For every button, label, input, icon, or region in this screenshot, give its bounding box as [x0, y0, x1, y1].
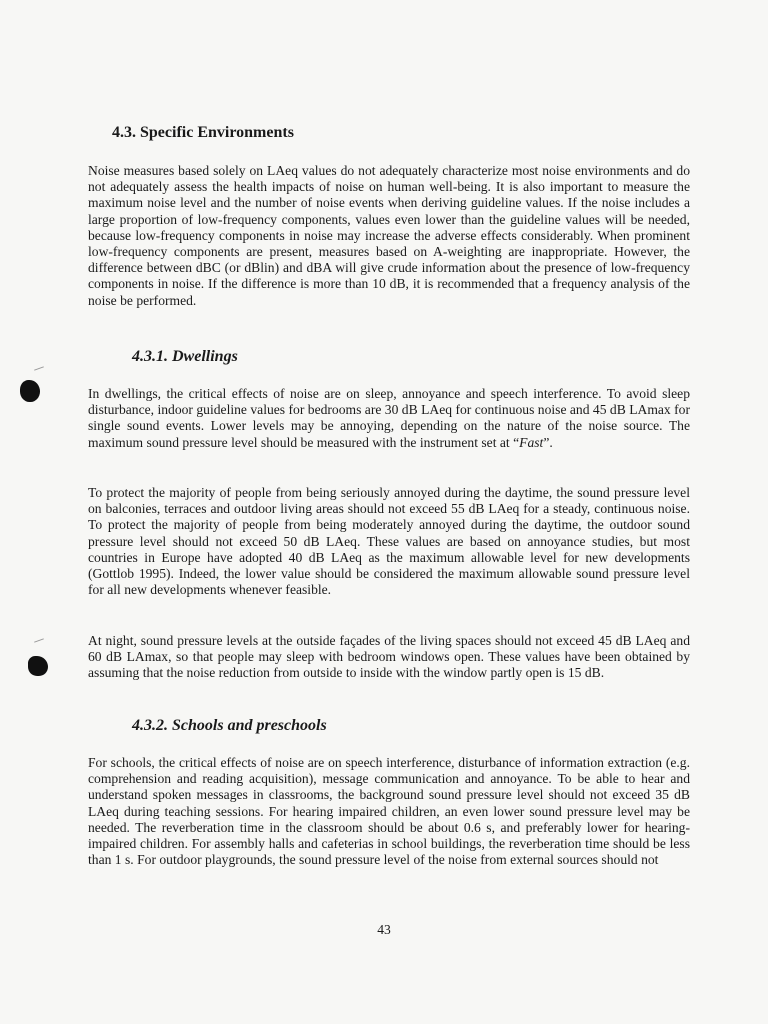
section-heading: 4.3. Specific Environments [112, 124, 294, 141]
dwellings-paragraph-1 [88, 386, 690, 451]
hole-punch-mark [20, 380, 40, 402]
fast-setting-text: Fast [519, 434, 544, 450]
dwellings-p1-end: ”. [543, 434, 553, 450]
page-number: 43 [377, 922, 391, 937]
dwellings-p1-text: In dwellings, the critical effects of noise are on sleep, annoyance and speech interference. To avoid sleep disturbance, indoor guideline values for bedrooms are 30 dB LAeq for continuous noise and 45 dB LAmax for single sound events. Lower levels may be annoying, depending on the nature of the noise source. The maximum sound pressure level should be measured with the instrument set at “ [88, 386, 690, 450]
scan-speck [34, 638, 44, 642]
schools-heading: 4.3.2. Schools and preschools [132, 717, 327, 734]
dwellings-heading: 4.3.1. Dwellings [132, 348, 238, 365]
dwellings-paragraph-3: At night, sound pressure levels at the outside façades of the living spaces should not exceed 45 dB LAeq and 60 dB LAmax, so that people may sleep with bedroom windows open. These values have been obtained by assuming that the noise reduction from outside to inside with the window partly open is 15 dB. [88, 633, 690, 681]
scan-speck [34, 366, 44, 370]
dwellings-paragraph-2: To protect the majority of people from being seriously annoyed during the daytime, the sound pressure level on balconies, terraces and outdoor living areas should not exceed 55 dB LAeq for a steady, continuous noise. To protect the majority of people from being moderately annoyed during the daytime, the outdoor sound pressure level should not exceed 50 dB LAeq. These values are based on annoyance studies, but most countries in Europe have adopted 40 dB LAeq as the maximum allowable level for new developments (Gottlob 1995). Indeed, the lower value should be considered the maximum allowable sound pressure level for all new developments whenever feasible. [88, 485, 690, 598]
intro-paragraph: Noise measures based solely on LAeq values do not adequately characterize most noise environments and do not adequately assess the health impacts of noise on human well-being. It is also important to measure the maximum noise level and the number of noise events when deriving guideline values. If the noise includes a large proportion of low-frequency components, values even lower than the guideline values will be needed, because low-frequency components in noise may increase the adverse effects considerably. When prominent low-frequency components are present, measures based on A-weighting are inappropriate. However, the difference between dBC (or dBlin) and dBA will give crude information about the presence of low-frequency components in noise. If the difference is more than 10 dB, it is recommended that a frequency analysis of the noise be performed. [88, 163, 690, 308]
schools-paragraph-1: For schools, the critical effects of noise are on speech interference, disturbance of information extraction (e.g. comprehension and reading acquisition), message communication and annoyance. To be able to hear and understand spoken messages in classrooms, the background sound pressure level should not exceed 35 dB LAeq during teaching sessions. For hearing impaired children, an even lower sound pressure level may be needed. The reverberation time in the classroom should be about 0.6 s, and preferably lower for hearing-impaired children. For assembly halls and cafeterias in school buildings, the reverberation time should be less than 1 s. For outdoor playgrounds, the sound pressure level of the noise from external sources should not [88, 755, 690, 868]
hole-punch-mark [28, 656, 48, 676]
